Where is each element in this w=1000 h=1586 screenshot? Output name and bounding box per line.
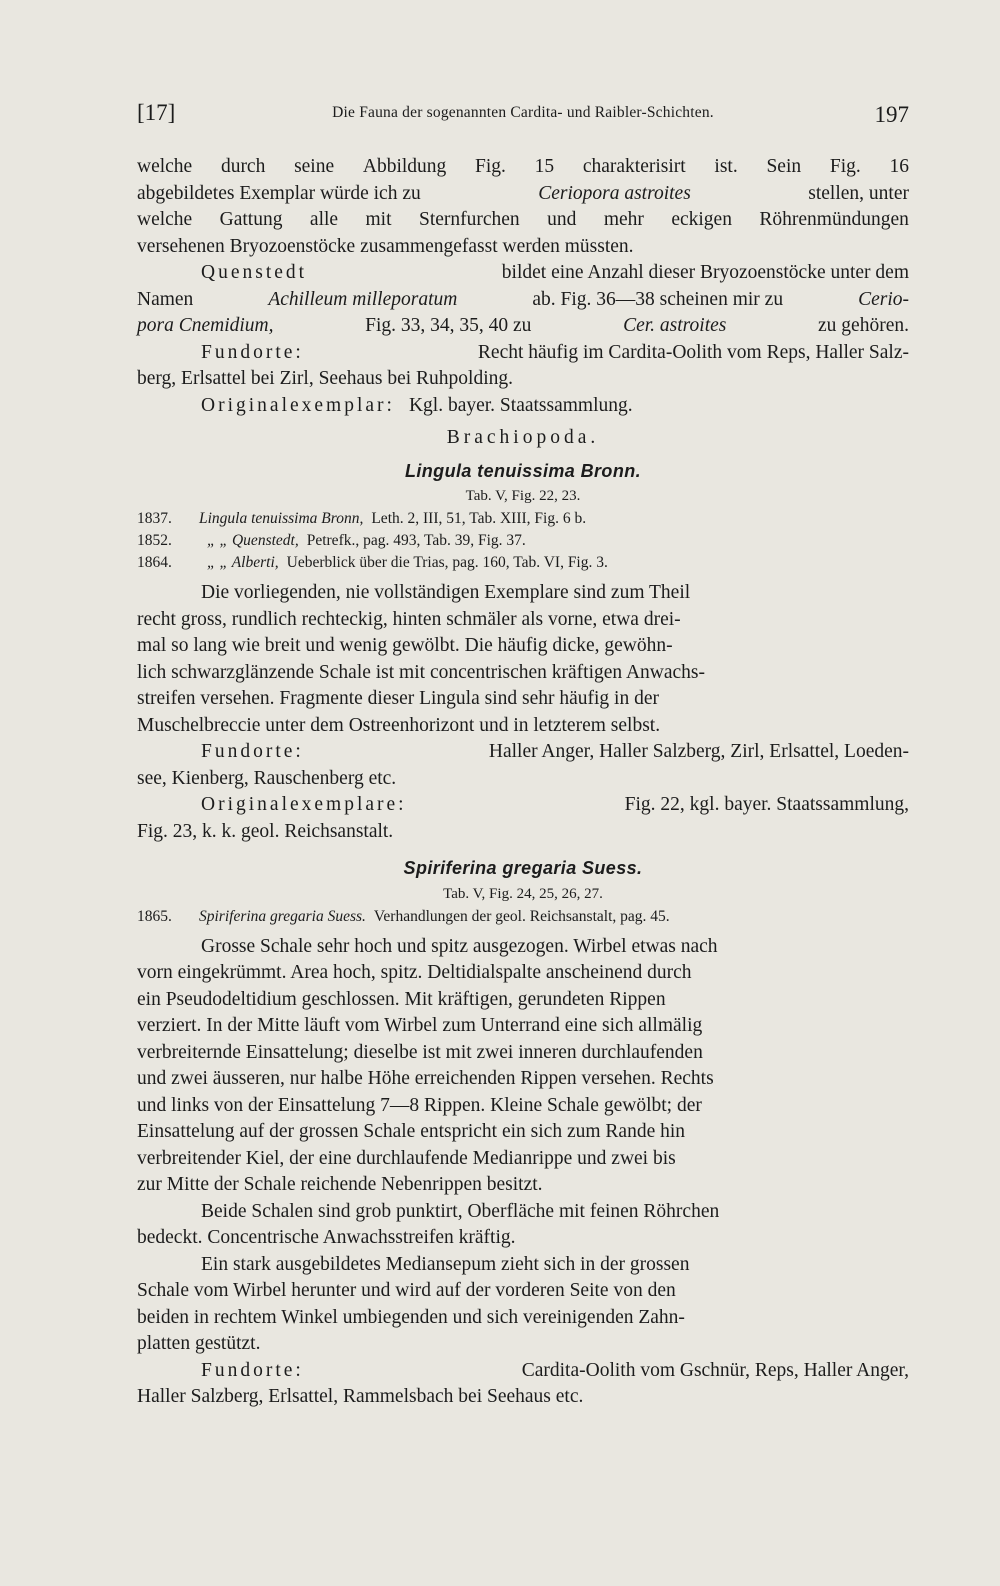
text-line bbox=[137, 792, 909, 819]
text-segment: zu gehören. bbox=[818, 315, 909, 336]
section-title: Brachiopoda. bbox=[446, 427, 600, 448]
word: Fig. bbox=[475, 156, 506, 177]
text-line bbox=[137, 607, 909, 634]
text-line bbox=[137, 580, 909, 607]
text-line bbox=[137, 1040, 909, 1067]
word: mit bbox=[365, 209, 392, 230]
text-segment: platten gestützt. bbox=[137, 1333, 261, 1354]
taxon-name: Achilleum milleporatum bbox=[268, 288, 458, 310]
word: Abbildung bbox=[362, 156, 447, 177]
word: durch bbox=[220, 156, 266, 177]
text-line bbox=[137, 633, 909, 660]
text-line bbox=[137, 660, 909, 687]
ref-text: Ueberblick über die Trias, pag. 160, Tab. VI, Fig. 3. bbox=[286, 554, 608, 571]
word: seine bbox=[294, 156, 335, 177]
word: 16 bbox=[889, 156, 909, 177]
plate-text: Tab. V, Fig. 24, 25, 26, 27. bbox=[443, 885, 603, 902]
text-line bbox=[137, 1305, 909, 1332]
text-segment: Cardita-Oolith vom Gschnür, Reps, Haller Anger, bbox=[521, 1359, 909, 1381]
text-segment: stellen, unter bbox=[808, 182, 909, 204]
text-segment: zur Mitte der Schale reichende Nebenrippen besitzt. bbox=[137, 1174, 543, 1195]
text-segment: und zwei äusseren, nur halbe Höhe erreichenden Rippen versehen. Rechts bbox=[137, 1068, 714, 1089]
word: Gattung bbox=[219, 209, 283, 230]
text-line bbox=[137, 1093, 909, 1120]
text-line bbox=[137, 260, 909, 287]
text-segment: ab. Fig. 36—38 scheinen mir zu bbox=[532, 288, 784, 310]
text-line bbox=[137, 713, 909, 740]
text-segment: beiden in rechtem Winkel umbiegenden und sich vereinigenden Zahn- bbox=[137, 1306, 685, 1328]
text-line bbox=[137, 819, 909, 846]
text-line bbox=[137, 1358, 909, 1385]
text-segment: Recht häufig im Cardita-Oolith vom Reps, Haller Salz- bbox=[477, 341, 909, 363]
word: welche bbox=[137, 209, 193, 230]
text-segment: verbreitender Kiel, der eine durchlaufende Medianrippe und zwei bis bbox=[137, 1147, 676, 1169]
synonymy-entry bbox=[137, 906, 909, 928]
word: Sein bbox=[766, 156, 802, 177]
species-heading bbox=[137, 458, 909, 485]
ref-year: 1852. bbox=[137, 532, 172, 549]
text-line bbox=[137, 181, 909, 208]
ref-text: Leth. 2, III, 51, Tab. XIII, Fig. 6 b. bbox=[371, 510, 587, 527]
running-title: Die Fauna der sogenannten Cardita- und Raibler-Schichten. bbox=[332, 104, 714, 121]
author-name: Quenstedt bbox=[201, 262, 308, 283]
text-line bbox=[137, 1199, 909, 1226]
synonymy-entry bbox=[137, 552, 909, 574]
fundorte-label: Fundorte: bbox=[201, 1359, 304, 1381]
species-heading bbox=[137, 855, 909, 882]
text-line bbox=[137, 934, 909, 961]
text-line bbox=[137, 1225, 909, 1252]
text-segment: verbreiternde Einsattelung; dieselbe ist mit zwei inneren durchlaufenden bbox=[137, 1041, 703, 1063]
synonymy-entry bbox=[137, 530, 909, 552]
ref-text: Verhandlungen der geol. Reichsanstalt, pag. 45. bbox=[373, 907, 670, 925]
text-line bbox=[137, 1119, 909, 1146]
taxon-name: Cer. astroites bbox=[623, 315, 727, 336]
word: eckigen bbox=[671, 209, 732, 230]
text-line bbox=[137, 1331, 909, 1358]
plate-reference bbox=[137, 882, 909, 906]
text-segment: berg, Erlsattel bei Zirl, Seehaus bei Ruhpolding. bbox=[137, 368, 514, 389]
ref-name: „ „ Alberti, bbox=[207, 554, 279, 571]
word: ist. bbox=[714, 156, 738, 177]
ref-name: „ „ Quenstedt, bbox=[207, 532, 299, 549]
text-segment: Grosse Schale sehr hoch und spitz ausgezogen. Wirbel etwas nach bbox=[201, 935, 718, 957]
text-segment: Fig. 22, kgl. bayer. Staatssammlung, bbox=[624, 794, 909, 815]
fundorte-label: Fundorte: bbox=[201, 341, 304, 363]
ref-name: Spiriferina gregaria Suess. bbox=[199, 907, 366, 925]
text-segment: verziert. In der Mitte läuft vom Wirbel zum Unterrand eine sich allmälig bbox=[137, 1015, 703, 1036]
text-segment: Fig. 33, 34, 35, 40 zu bbox=[365, 315, 532, 336]
text-segment: Fig. 23, k. k. geol. Reichsanstalt. bbox=[137, 820, 394, 842]
text-segment: ein Pseudodeltidium geschlossen. Mit kräftigen, gerundeten Rippen bbox=[137, 988, 666, 1010]
text-segment: vorn eingekrümmt. Area hoch, spitz. Deltidialspalte anscheinend durch bbox=[137, 962, 692, 983]
text-line bbox=[137, 340, 909, 367]
text-line bbox=[137, 287, 909, 314]
section-heading bbox=[137, 425, 909, 452]
text-line bbox=[137, 1013, 909, 1040]
text-line bbox=[137, 366, 909, 393]
species-title: Lingula tenuissima Bronn. bbox=[404, 460, 642, 481]
word: Röhrenmündungen bbox=[759, 209, 909, 230]
taxon-name: Ceriopora astroites bbox=[538, 182, 691, 204]
page-section-number: [17] bbox=[137, 100, 176, 125]
text-segment: Muschelbreccie unter dem Ostreenhorizont und in letzterem selbst. bbox=[137, 714, 661, 736]
originalexemplare-label: Originalexemplare: bbox=[201, 794, 407, 815]
text-line bbox=[137, 1252, 909, 1279]
text-line bbox=[137, 987, 909, 1014]
originalexemplar-label: Originalexemplar: bbox=[201, 394, 395, 416]
species-title: Spiriferina gregaria Suess. bbox=[403, 858, 643, 878]
fundorte-label: Fundorte: bbox=[201, 741, 304, 762]
text-segment: abgebildetes Exemplar würde ich zu bbox=[137, 182, 421, 204]
text-segment: und links von der Einsattelung 7—8 Rippen. Kleine Schale gewölbt; der bbox=[137, 1094, 702, 1116]
text-segment: Die vorliegenden, nie vollständigen Exemplare sind zum Theil bbox=[201, 582, 691, 603]
text-segment: Ein stark ausgebildetes Mediansepum zieht sich in der grossen bbox=[201, 1253, 690, 1275]
plate-text: Tab. V, Fig. 22, 23. bbox=[465, 488, 581, 504]
text-segment: mal so lang wie breit und wenig gewölbt. Die häufig dicke, gewöhn- bbox=[137, 635, 673, 656]
text-segment: streifen versehen. Fragmente dieser Lingula sind sehr häufig in der bbox=[137, 688, 659, 709]
word: Fig. bbox=[829, 156, 861, 177]
running-header bbox=[137, 100, 909, 136]
text-segment: versehenen Bryozoenstöcke zusammengefasst werden müssten. bbox=[137, 235, 634, 257]
taxon-name: Cerio- bbox=[858, 288, 909, 310]
text-line bbox=[137, 234, 909, 261]
text-segment: Beide Schalen sind grob punktirt, Oberfläche mit feinen Röhrchen bbox=[201, 1200, 720, 1222]
ref-text: Petrefk., pag. 493, Tab. 39, Fig. 37. bbox=[306, 532, 526, 549]
text-line bbox=[137, 1146, 909, 1173]
plate-reference bbox=[137, 484, 909, 508]
word: 15 bbox=[534, 156, 555, 177]
page-number: 197 bbox=[874, 102, 909, 127]
text-segment: Haller Salzberg, Erlsattel, Rammelsbach bei Seehaus etc. bbox=[137, 1386, 584, 1407]
word: alle bbox=[309, 209, 339, 230]
ref-year: 1837. bbox=[137, 510, 172, 527]
text-line bbox=[137, 1066, 909, 1093]
text-segment: Kgl. bayer. Staatssammlung. bbox=[408, 394, 633, 416]
word: welche bbox=[137, 156, 193, 177]
word: Sternfurchen bbox=[418, 209, 520, 230]
text-line bbox=[137, 739, 909, 766]
text-line bbox=[137, 154, 909, 181]
text-line bbox=[137, 393, 909, 420]
text-line bbox=[137, 686, 909, 713]
text-segment: Schale vom Wirbel herunter und wird auf der vorderen Seite von den bbox=[137, 1280, 676, 1301]
text-line bbox=[137, 1384, 909, 1411]
ref-year: 1865. bbox=[137, 907, 172, 925]
text-line bbox=[137, 1172, 909, 1199]
text-segment: see, Kienberg, Rauschenberg etc. bbox=[137, 767, 397, 789]
text-line bbox=[137, 313, 909, 340]
word: und bbox=[547, 209, 577, 230]
text-segment: Haller Anger, Haller Salzberg, Zirl, Erlsattel, Loeden- bbox=[488, 741, 909, 762]
text-segment: lich schwarzglänzende Schale ist mit concentrischen kräftigen Anwachs- bbox=[137, 661, 705, 683]
text-segment: Namen bbox=[137, 288, 194, 310]
text-line bbox=[137, 1278, 909, 1305]
text-body bbox=[137, 154, 909, 1411]
word: charakterisirt bbox=[582, 156, 686, 177]
taxon-name: pora Cnemidium, bbox=[137, 315, 274, 336]
text-segment: Einsattelung auf der grossen Schale entspricht ein sich zum Rande hin bbox=[137, 1121, 686, 1142]
ref-name: Lingula tenuissima Bronn, bbox=[199, 510, 364, 527]
text-line bbox=[137, 207, 909, 234]
text-segment: bildet eine Anzahl dieser Bryozoenstöcke unter dem bbox=[501, 262, 909, 283]
text-segment: bedeckt. Concentrische Anwachsstreifen kräftig. bbox=[137, 1227, 516, 1248]
text-line bbox=[137, 960, 909, 987]
text-line bbox=[137, 766, 909, 793]
ref-year: 1864. bbox=[137, 554, 172, 571]
text-segment: recht gross, rundlich rechteckig, hinten schmäler als vorne, etwa drei- bbox=[137, 608, 681, 630]
synonymy-entry bbox=[137, 508, 909, 530]
word: mehr bbox=[603, 209, 644, 230]
